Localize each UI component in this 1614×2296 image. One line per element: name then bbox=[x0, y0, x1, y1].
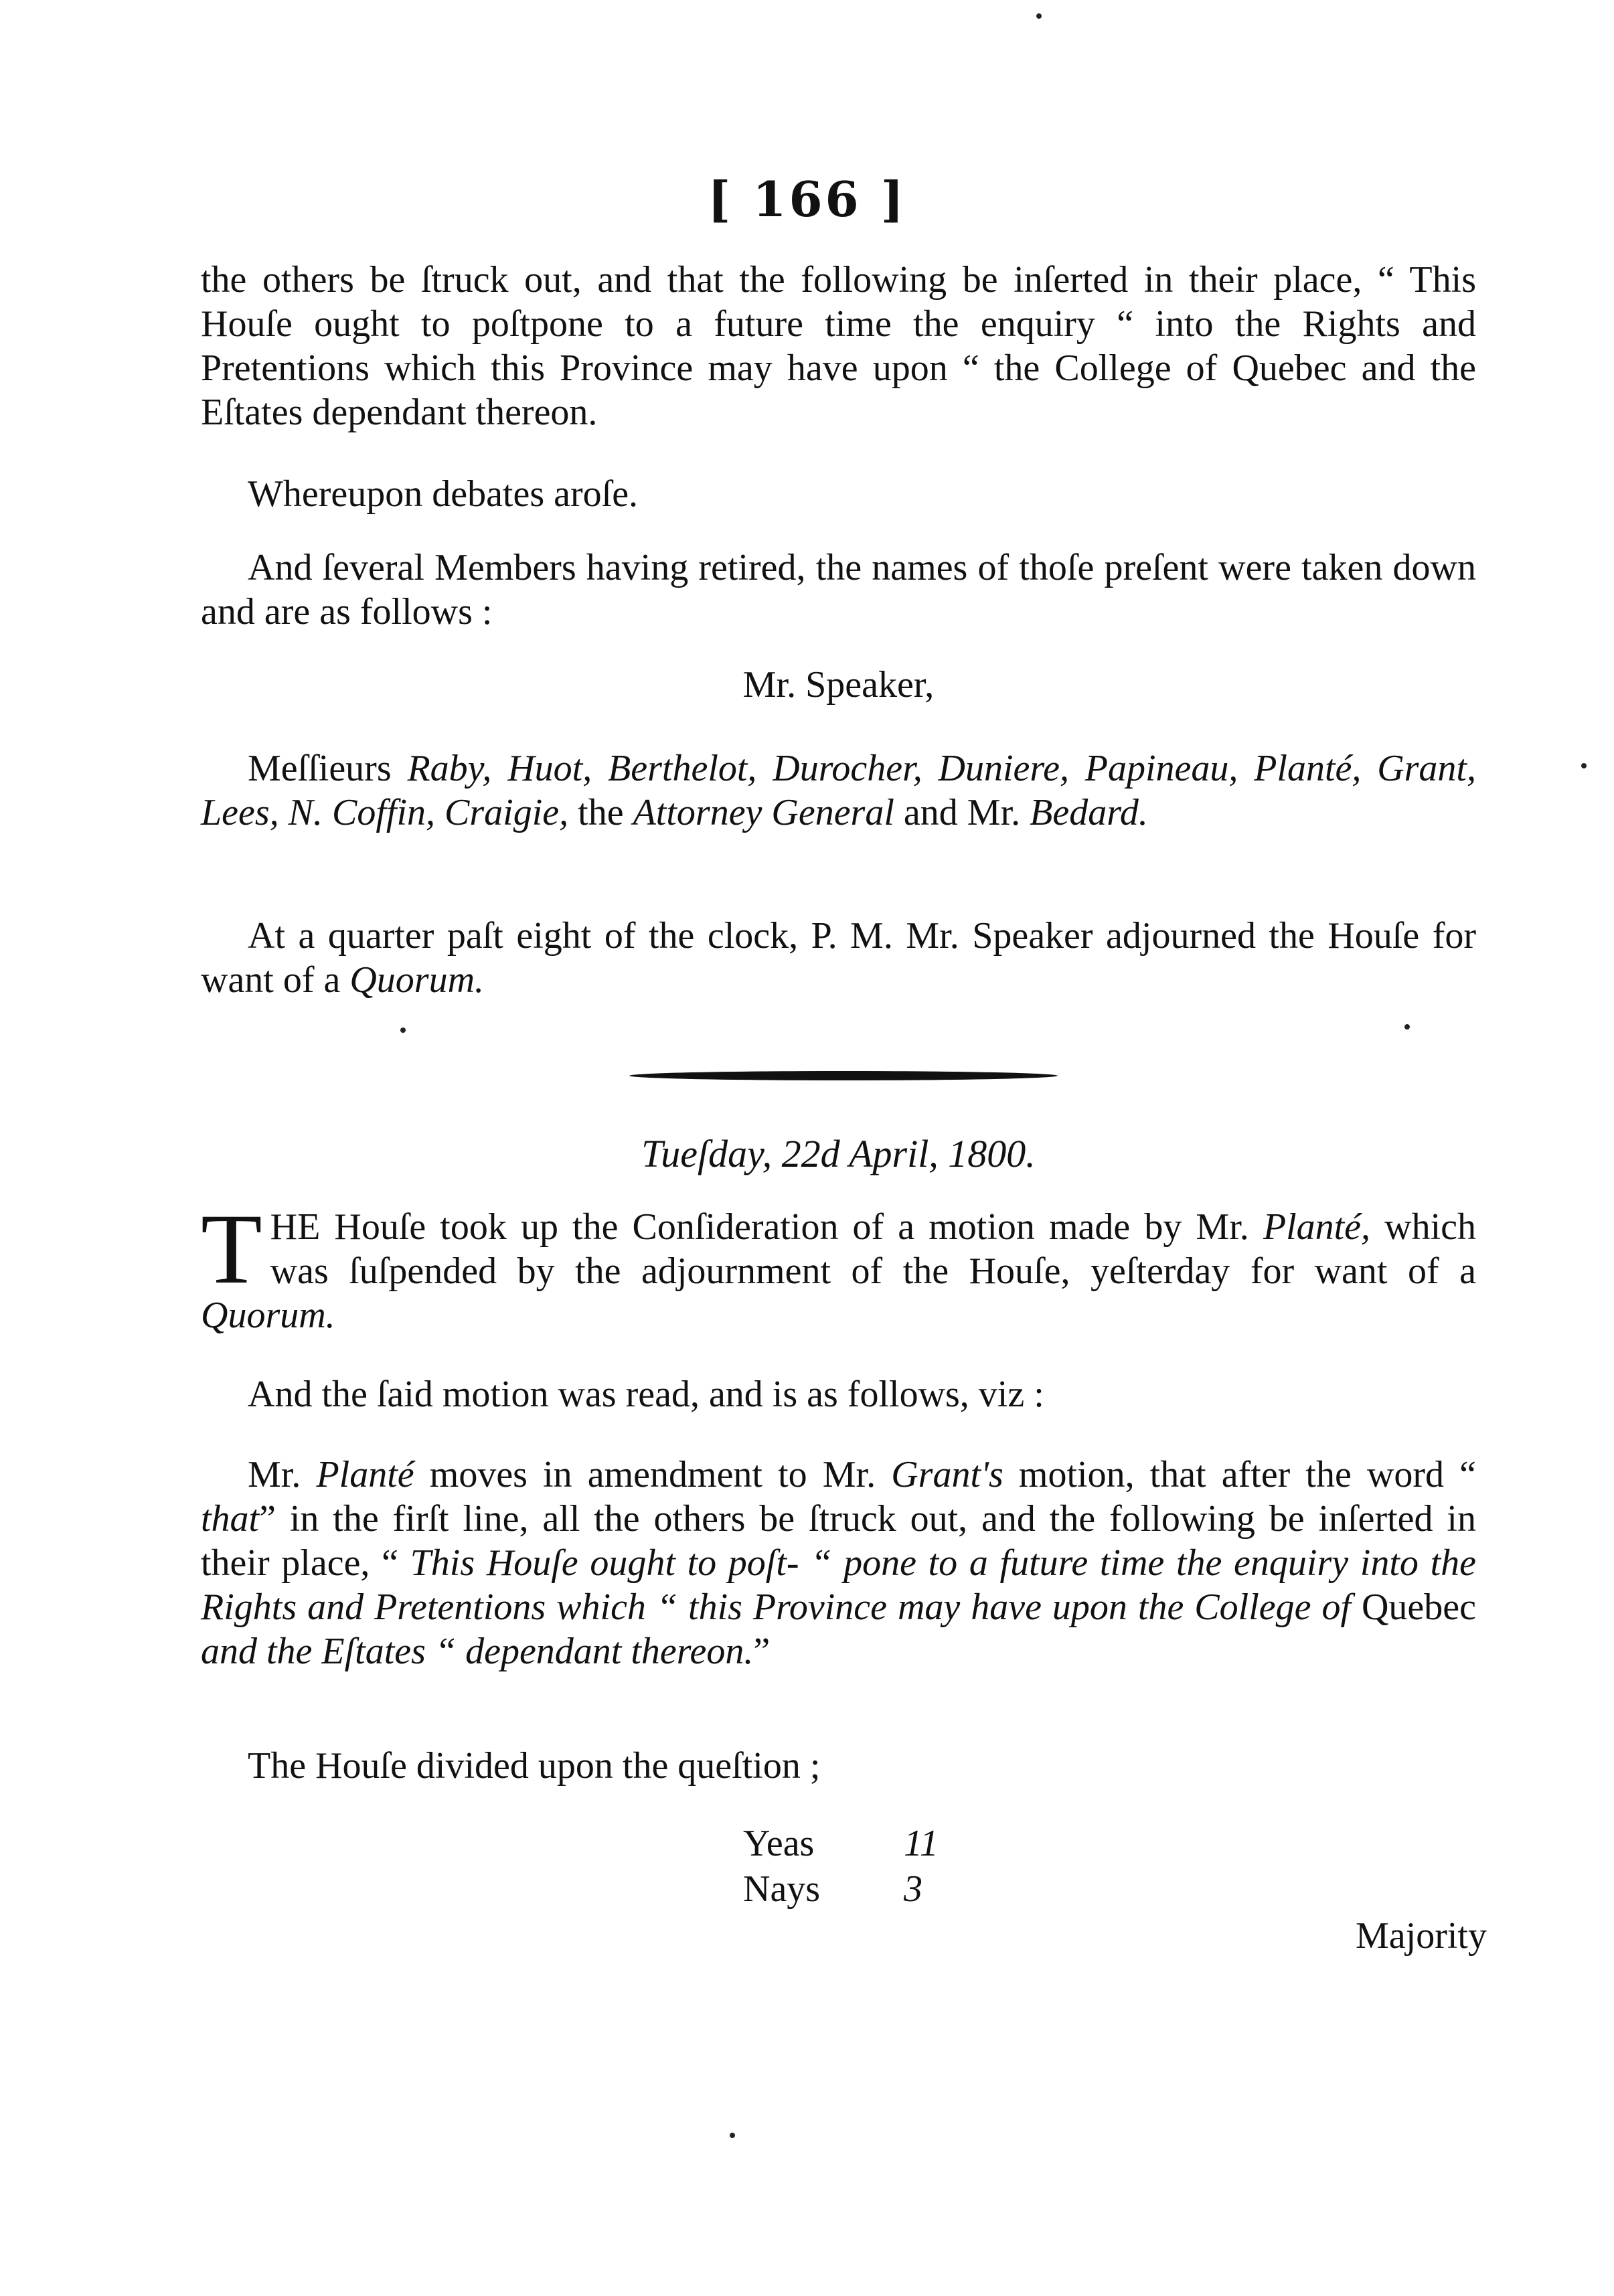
vote-row-nays bbox=[743, 1866, 957, 1912]
members-list bbox=[201, 746, 1476, 835]
vote-value: 3 bbox=[904, 1868, 922, 1910]
opening-text-a: HE Houſe took up the Conſideration of a motion made by Mr. bbox=[270, 1206, 1263, 1248]
ink-speck bbox=[400, 1028, 406, 1033]
adjournment-paragraph bbox=[201, 914, 1476, 1002]
vote-label: Yeas bbox=[743, 1823, 815, 1864]
motion-c: motion, that after the word “ bbox=[1003, 1454, 1476, 1495]
members-office: Attorney General bbox=[633, 792, 894, 833]
adjournment-text: At a quarter paſt eight of the clock, P. M. Mr. Speaker adjourned the Houſe for want of a bbox=[201, 915, 1476, 1001]
ink-speck bbox=[1404, 1024, 1410, 1030]
speaker-line: Mr. Speaker, bbox=[742, 664, 935, 706]
page-number: [ 166 ] bbox=[708, 171, 906, 228]
motion-plante: Planté bbox=[316, 1454, 414, 1495]
ink-speck bbox=[730, 2133, 735, 2138]
vote-label: Nays bbox=[743, 1868, 821, 1910]
members-mid: the bbox=[568, 792, 633, 833]
motion-quote-a: This Houſe ought to poſt- “ pone to a future time the enquiry into the Rights and Pretentions which “ this Province may have upon the College of bbox=[201, 1542, 1477, 1628]
continued-paragraph-text: the others be ſtruck out, and that the following be inſerted in their place, “ This Houſe ought to poſtpone to a future time the enquiry “ into the Rights and Pretentions which this Province may have upon “ the College of Quebec and the Eſtates dependant thereon. bbox=[201, 259, 1476, 433]
members-names: Raby, Huot, Berthelot, Durocher, Duniere, Papineau, Planté, Grant, Lees, N. Coffin, Craigie, bbox=[201, 748, 1476, 833]
catchword: Majority bbox=[1356, 1915, 1487, 1957]
opening-text-b: which was ſuſpended by the adjournment of the Houſe, yeſterday for want of a bbox=[270, 1206, 1476, 1292]
motion-a: Mr. bbox=[248, 1454, 317, 1495]
adjournment-quorum: Quorum. bbox=[349, 959, 485, 1001]
opening-plante: Planté, bbox=[1263, 1206, 1371, 1248]
motion-d: ” in the firſt line, all the others be ſtruck out, and the following be inſerted in their place, “ bbox=[201, 1498, 1476, 1584]
motion-b: moves in amendment to Mr. bbox=[414, 1454, 892, 1495]
debate-paragraph: Whereupon debates aroſe. bbox=[248, 473, 639, 515]
motion-grant: Grant's bbox=[891, 1454, 1003, 1495]
motion-close: ” bbox=[753, 1631, 771, 1672]
vote-value: 11 bbox=[904, 1823, 939, 1864]
members-and: and Mr. bbox=[894, 792, 1030, 833]
division-paragraph: The Houſe divided upon the queſtion ; bbox=[248, 1745, 821, 1787]
motion-quote-b: and the Eſtates “ dependant thereon. bbox=[201, 1631, 754, 1672]
date-heading: Tueſday, 22d April, 1800. bbox=[641, 1132, 1036, 1175]
vote-row-yeas bbox=[743, 1821, 957, 1866]
ink-speck bbox=[1581, 763, 1587, 768]
ink-speck bbox=[1036, 13, 1042, 19]
drop-cap: T bbox=[201, 1194, 262, 1305]
members-last: Bedard. bbox=[1030, 792, 1148, 833]
motion-quebec: Quebec bbox=[1351, 1586, 1477, 1628]
opening-quorum: Quorum. bbox=[201, 1295, 335, 1336]
continued-paragraph bbox=[201, 258, 1476, 434]
motion-paragraph bbox=[201, 1453, 1476, 1673]
motion-read-paragraph: And the ſaid motion was read, and is as follows, viz : bbox=[248, 1374, 1044, 1415]
opening-paragraph bbox=[201, 1194, 1476, 1337]
section-rule bbox=[629, 1071, 1058, 1080]
motion-that: that bbox=[201, 1498, 260, 1540]
members-retired-paragraph: And ſeveral Members having retired, the names of thoſe preſent were taken down and are as follows : bbox=[201, 547, 1476, 633]
members-lead: Meſſieurs bbox=[248, 748, 408, 789]
vote-table bbox=[743, 1821, 957, 1912]
